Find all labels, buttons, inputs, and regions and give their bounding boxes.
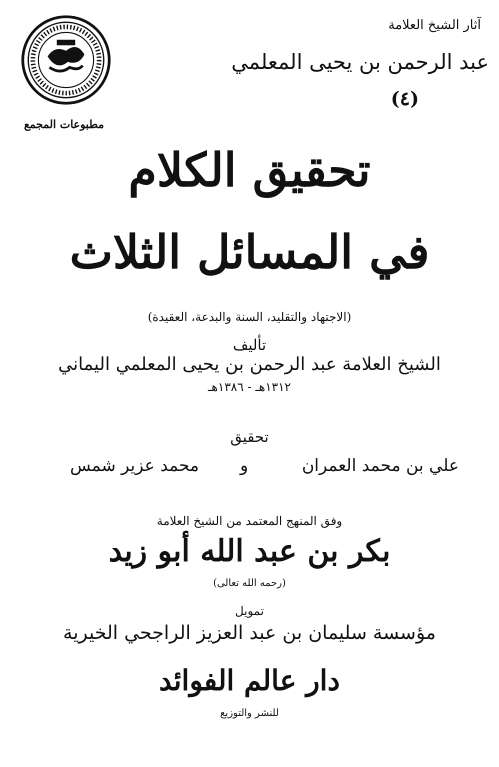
scholar-honorific: (رحمه الله تعالى) (213, 578, 286, 589)
book-title-line-1: تحقيق الكلام (128, 143, 371, 197)
editor-conjunction: و (240, 456, 249, 476)
scholar-name: بكر بن عبد الله أبو زيد (108, 534, 391, 569)
volume-number: (٤) (390, 88, 419, 110)
foundation-name: مؤسسة سليمان بن عبد العزيز الراجحي الخيرية (63, 622, 436, 644)
editor-2-name: محمد عزير شمس (70, 456, 200, 476)
approval-text: وفق المنهج المعتمد من الشيخ العلامة (156, 514, 343, 528)
book-subtitle: (الاجتهاد والتقليد، السنة والبدعة، العقيدة) (147, 310, 352, 324)
authorship-label: تأليف (232, 336, 267, 354)
editing-label: تحقيق (230, 428, 269, 446)
funding-label: تمويل (235, 604, 264, 618)
publisher-name: دار عالم الفوائد (159, 664, 340, 697)
publisher-subtitle: للنشر والتوزيع (220, 708, 279, 719)
editor-1-name: علي بن محمد العمران (301, 456, 459, 476)
book-title-line-2: في المسائل الثلاث (69, 225, 430, 279)
academy-seal-logo (20, 14, 112, 106)
seal-caption: مطبوعات المجمع (23, 118, 105, 131)
author-dates: ١٣١٢هـ - ١٣٨٦هـ (208, 380, 291, 394)
author-name: الشيخ العلامة عبد الرحمن بن يحيى المعلمي اليماني (58, 354, 441, 375)
series-label: آثار الشيخ العلامة (388, 18, 481, 33)
series-author: عبد الرحمن بن يحيى المعلمي (231, 50, 489, 74)
